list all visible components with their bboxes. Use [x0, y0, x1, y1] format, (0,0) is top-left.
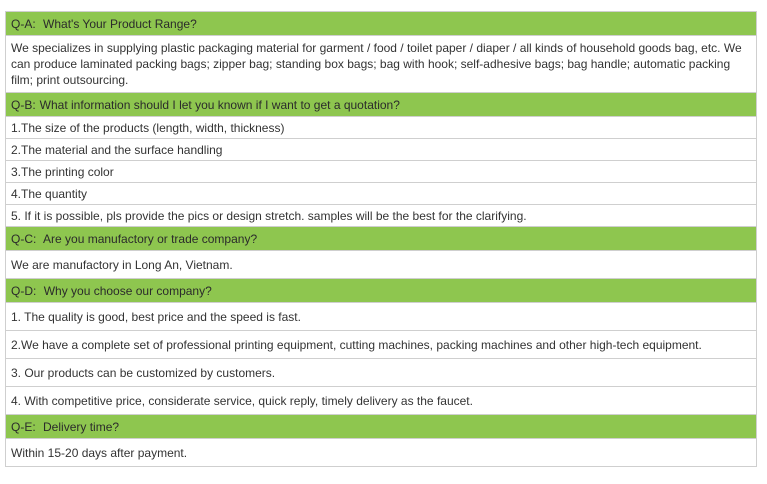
answer-row	[6, 359, 757, 387]
answer-text: 3.The printing color	[6, 161, 757, 183]
question-tag: Q-A:	[11, 16, 36, 31]
answer-row	[6, 205, 757, 227]
answer-text: 3. Our products can be customized by customers.	[6, 359, 757, 387]
question-cell	[6, 227, 757, 251]
answer-text: 1. The quality is good, best price and the speed is fast.	[6, 303, 757, 331]
question-cell	[6, 415, 757, 439]
question-text: Delivery time?	[43, 419, 120, 434]
question-row-a	[6, 12, 757, 36]
question-tag: Q-B:	[11, 97, 36, 112]
answer-text: 5. If it is possible, pls provide the pics or design stretch. samples will be the best for the clarifying.	[6, 205, 757, 227]
question-row-b	[6, 93, 757, 117]
question-text: Are you manufactory or trade company?	[43, 231, 258, 246]
faq-table	[5, 11, 757, 467]
answer-row	[6, 36, 757, 93]
question-row-e	[6, 415, 757, 439]
answer-row	[6, 161, 757, 183]
answer-row	[6, 439, 757, 467]
answer-text: We specializes in supplying plastic packaging material for garment / food / toilet paper / diaper / all kinds of household goods bag, etc. We can produce laminated packing bags; zipper bag; standing box bags; bag with hook; self-adhesive bags; bag handle; automatic packing film; print outsourcing.	[6, 36, 757, 93]
answer-row	[6, 139, 757, 161]
question-tag: Q-C:	[11, 231, 37, 246]
answer-text: 4.The quantity	[6, 183, 757, 205]
answer-text: 1.The size of the products (length, width, thickness)	[6, 117, 757, 139]
question-tag: Q-E:	[11, 419, 36, 434]
question-row-d	[6, 279, 757, 303]
question-text: Why you choose our company?	[43, 283, 212, 298]
question-cell	[6, 279, 757, 303]
answer-text: We are manufactory in Long An, Vietnam.	[6, 251, 757, 279]
answer-text: 4. With competitive price, considerate service, quick reply, timely delivery as the faucet.	[6, 387, 757, 415]
answer-text: 2.The material and the surface handling	[6, 139, 757, 161]
question-text: What's Your Product Range?	[43, 16, 197, 31]
answer-row	[6, 387, 757, 415]
answer-row	[6, 251, 757, 279]
answer-row	[6, 117, 757, 139]
question-row-c	[6, 227, 757, 251]
question-text: What information should I let you known if I want to get a quotation?	[39, 97, 400, 112]
question-tag: Q-D:	[11, 283, 37, 298]
answer-row	[6, 183, 757, 205]
answer-row	[6, 331, 757, 359]
question-cell	[6, 12, 757, 36]
answer-text: 2.We have a complete set of professional printing equipment, cutting machines, packing machines and other high-tech equipment.	[6, 331, 757, 359]
answer-text: Within 15-20 days after payment.	[6, 439, 757, 467]
answer-row	[6, 303, 757, 331]
question-cell	[6, 93, 757, 117]
